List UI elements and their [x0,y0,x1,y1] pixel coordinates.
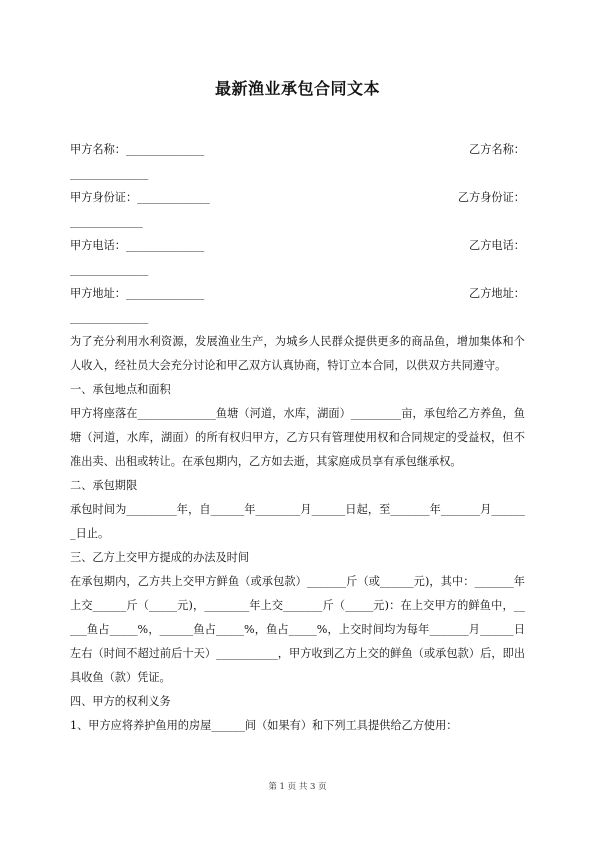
document-title: 最新渔业承包合同文本 [214,79,380,98]
section-heading-rights: 四、甲方的权利义务 [70,695,171,708]
section-heading-location: 一、承包地点和面积 [70,383,171,396]
party-b-address-label: 乙方地址： [469,287,525,300]
party-id-row [70,186,525,210]
party-name-row [70,138,525,162]
party-b-name-blank: ______________ [70,167,149,180]
location-paragraph: 甲方将座落在______________鱼塘（河道，水库，湖面）_________亩，承包给乙方养鱼，鱼塘（河道，水库，湖面）的所有权归甲方，乙方只有管理使用权和合同规定的受益权，但不准出卖、出租或转让。在承包期内，乙方如去逝，其家庭成员享有承包继承权。 [70,407,525,468]
payment-paragraph: 在承包期内，乙方共上交甲方鲜鱼（或承包款）_______斤（或______元)，其中：_______年上交______斤（_____元)，________年上交_______斤（_____元)：在上交甲方的鲜鱼中，_____鱼占_____%，______鱼占_____%，鱼占_____%，上交时间均为每年_______月______日左右（时间不超过前后十天）___________，甲方收到乙方上交的鲜鱼（或承包款）后，即出具收鱼（款）凭证。 [70,575,525,684]
party-b-phone-blank: ______________ [70,263,149,276]
party-b-id-blank: _____________ [70,215,143,228]
rights-item-1: 1、甲方应将养护鱼用的房屋______间（如果有）和下列工具提供给乙方使用： [70,719,458,732]
party-b-id-label: 乙方身份证： [457,191,525,204]
section-heading-term: 二、承包期限 [70,479,138,492]
party-a-name-field: 甲方名称：______________ [70,143,205,156]
party-a-address-field: 甲方地址：______________ [70,287,205,300]
party-a-id-field: 甲方身份证：_____________ [70,191,210,204]
section-heading-payment: 三、乙方上交甲方提成的办法及时间 [70,551,250,564]
page-number-footer: 第 1 页 共 3 页 [268,782,327,792]
party-b-address-blank: ______________ [70,311,149,324]
document-body [70,138,525,738]
party-phone-row [70,234,525,258]
party-address-row [70,282,525,306]
party-b-name-label: 乙方名称： [469,143,525,156]
party-a-phone-field: 甲方电话：______________ [70,239,205,252]
preamble-paragraph: 为了充分利用水利资源，发展渔业生产，为城乡人民群众提供更多的商品鱼，增加集体和个人收入，经社员大会充分讨论和甲乙双方认真协商，特订立本合同，以供双方共同遵守。 [70,335,525,372]
party-b-phone-label: 乙方电话： [469,239,525,252]
term-paragraph: 承包时间为_________年，自______年________月______日起，至_______年_______月_______日止。 [70,503,525,540]
